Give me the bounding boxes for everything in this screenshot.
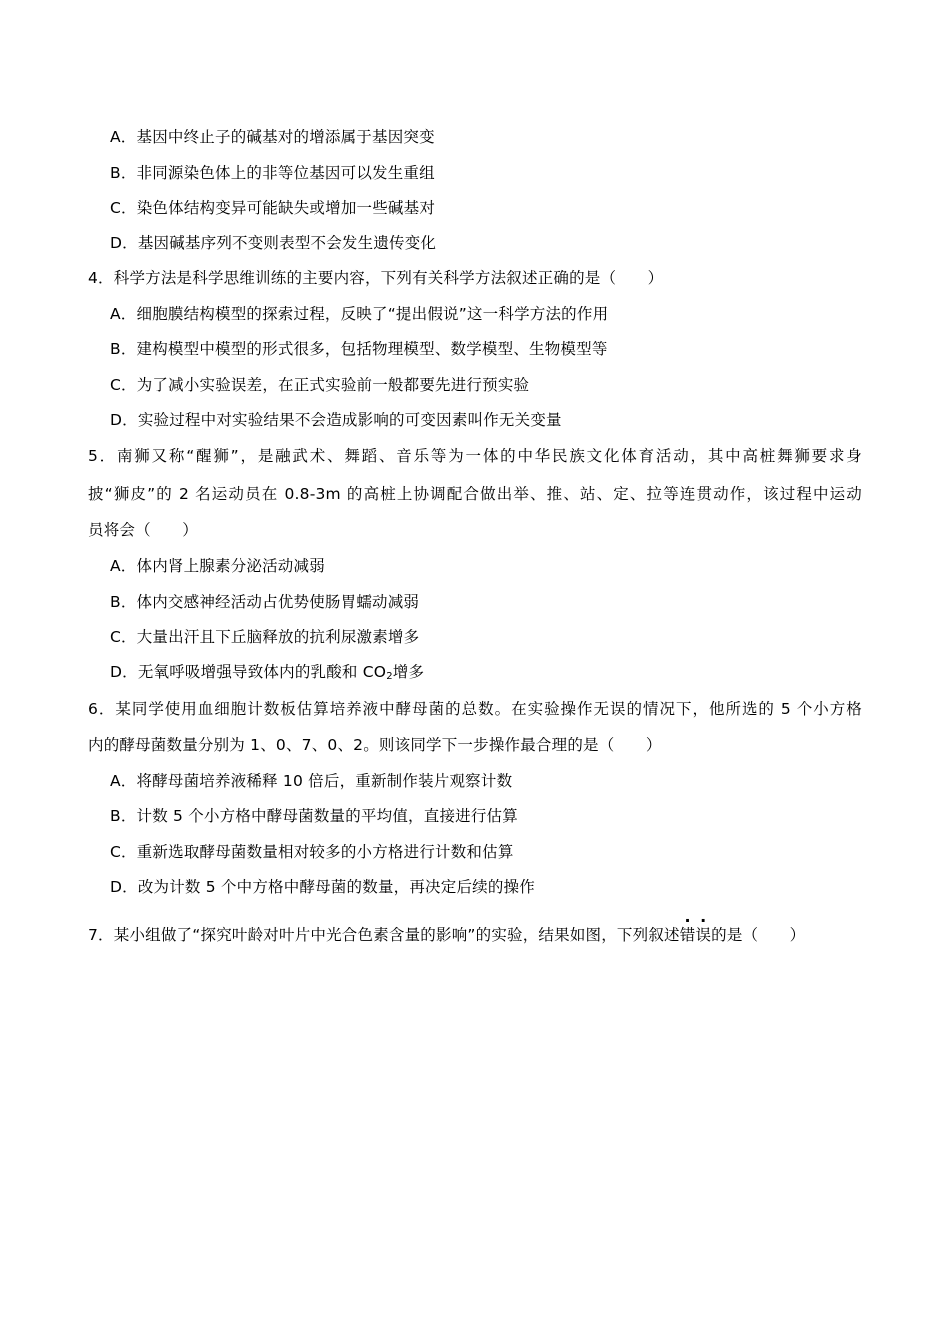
- q7-stem-prefix: 7．某小组做了“探究叶龄对叶片中光合色素含量的影响”的实验，结果如图，下列叙述: [88, 926, 680, 944]
- q5-stem-line-3: 员将会（ ）: [88, 521, 198, 539]
- q7-emphasis-char-2: 误: [695, 926, 712, 944]
- q5-option-d-prefix: D．无氧呼吸增强导致体内的乳酸和 CO: [110, 663, 387, 681]
- q7-stem: [88, 925, 805, 945]
- q3-option-c: C．染色体结构变异可能缺失或增加一些碱基对: [110, 199, 436, 217]
- q5-option-a: A．体内肾上腺素分泌活动减弱: [110, 557, 325, 575]
- q5-stem-line-2: 披“狮皮”的 2 名运动员在 0.8-3m 的高桩上协调配合做出举、推、站、定、拉等连贯动作，该过程中运动: [88, 485, 862, 503]
- q3-option-d: D．基因碱基序列不变则表型不会发生遗传变化: [110, 234, 437, 252]
- q6-option-a: A．将酵母菌培养液稀释 10 倍后，重新制作装片观察计数: [110, 772, 513, 790]
- q4-option-b: B．建构模型中模型的形式很多，包括物理模型、数学模型、生物模型等: [110, 340, 608, 358]
- q5-option-b: B．体内交感神经活动占优势使肠胃蠕动减弱: [110, 593, 420, 611]
- q6-option-b: B．计数 5 个小方格中酵母菌数量的平均值，直接进行估算: [110, 807, 518, 825]
- q3-option-b: B．非同源染色体上的非等位基因可以发生重组: [110, 164, 435, 182]
- q4-option-a: A．细胞膜结构模型的探索过程，反映了“提出假说”这一科学方法的作用: [110, 305, 609, 323]
- q5-option-d-suffix: 增多: [392, 663, 425, 681]
- q6-stem-line-1: 6．某同学使用血细胞计数板估算培养液中酵母菌的总数。在实验操作无误的情况下，他所选的 5 个小方格: [88, 700, 862, 718]
- q5-option-d-subscript: 2: [386, 671, 393, 682]
- q3-option-a: A．基因中终止子的碱基对的增添属于基因突变: [110, 128, 435, 146]
- q5-stem-line-1: 5．南狮又称“醒狮”，是融武术、舞蹈、音乐等为一体的中华民族文化体育活动，其中高桩舞狮要求身: [88, 447, 862, 465]
- q6-stem-line-2: 内的酵母菌数量分别为 1、0、7、0、2。则该同学下一步操作最合理的是（ ）: [88, 736, 662, 754]
- q4-option-c: C．为了减小实验误差，在正式实验前一般都要先进行预实验: [110, 376, 530, 394]
- q5-option-d: [110, 662, 424, 682]
- q5-option-c: C．大量出汗且下丘脑释放的抗利尿激素增多: [110, 628, 420, 646]
- q6-option-c: C．重新选取酵母菌数量相对较多的小方格进行计数和估算: [110, 843, 514, 861]
- q4-option-d: D．实验过程中对实验结果不会造成影响的可变因素叫作无关变量: [110, 411, 562, 429]
- q6-option-d: D．改为计数 5 个中方格中酵母菌的数量，再决定后续的操作: [110, 878, 535, 896]
- q4-stem: 4．科学方法是科学思维训练的主要内容，下列有关科学方法叙述正确的是（ ）: [88, 269, 664, 287]
- q7-emphasis-char-1: 错: [679, 926, 696, 944]
- q7-stem-suffix: 的是（ ）: [711, 926, 806, 944]
